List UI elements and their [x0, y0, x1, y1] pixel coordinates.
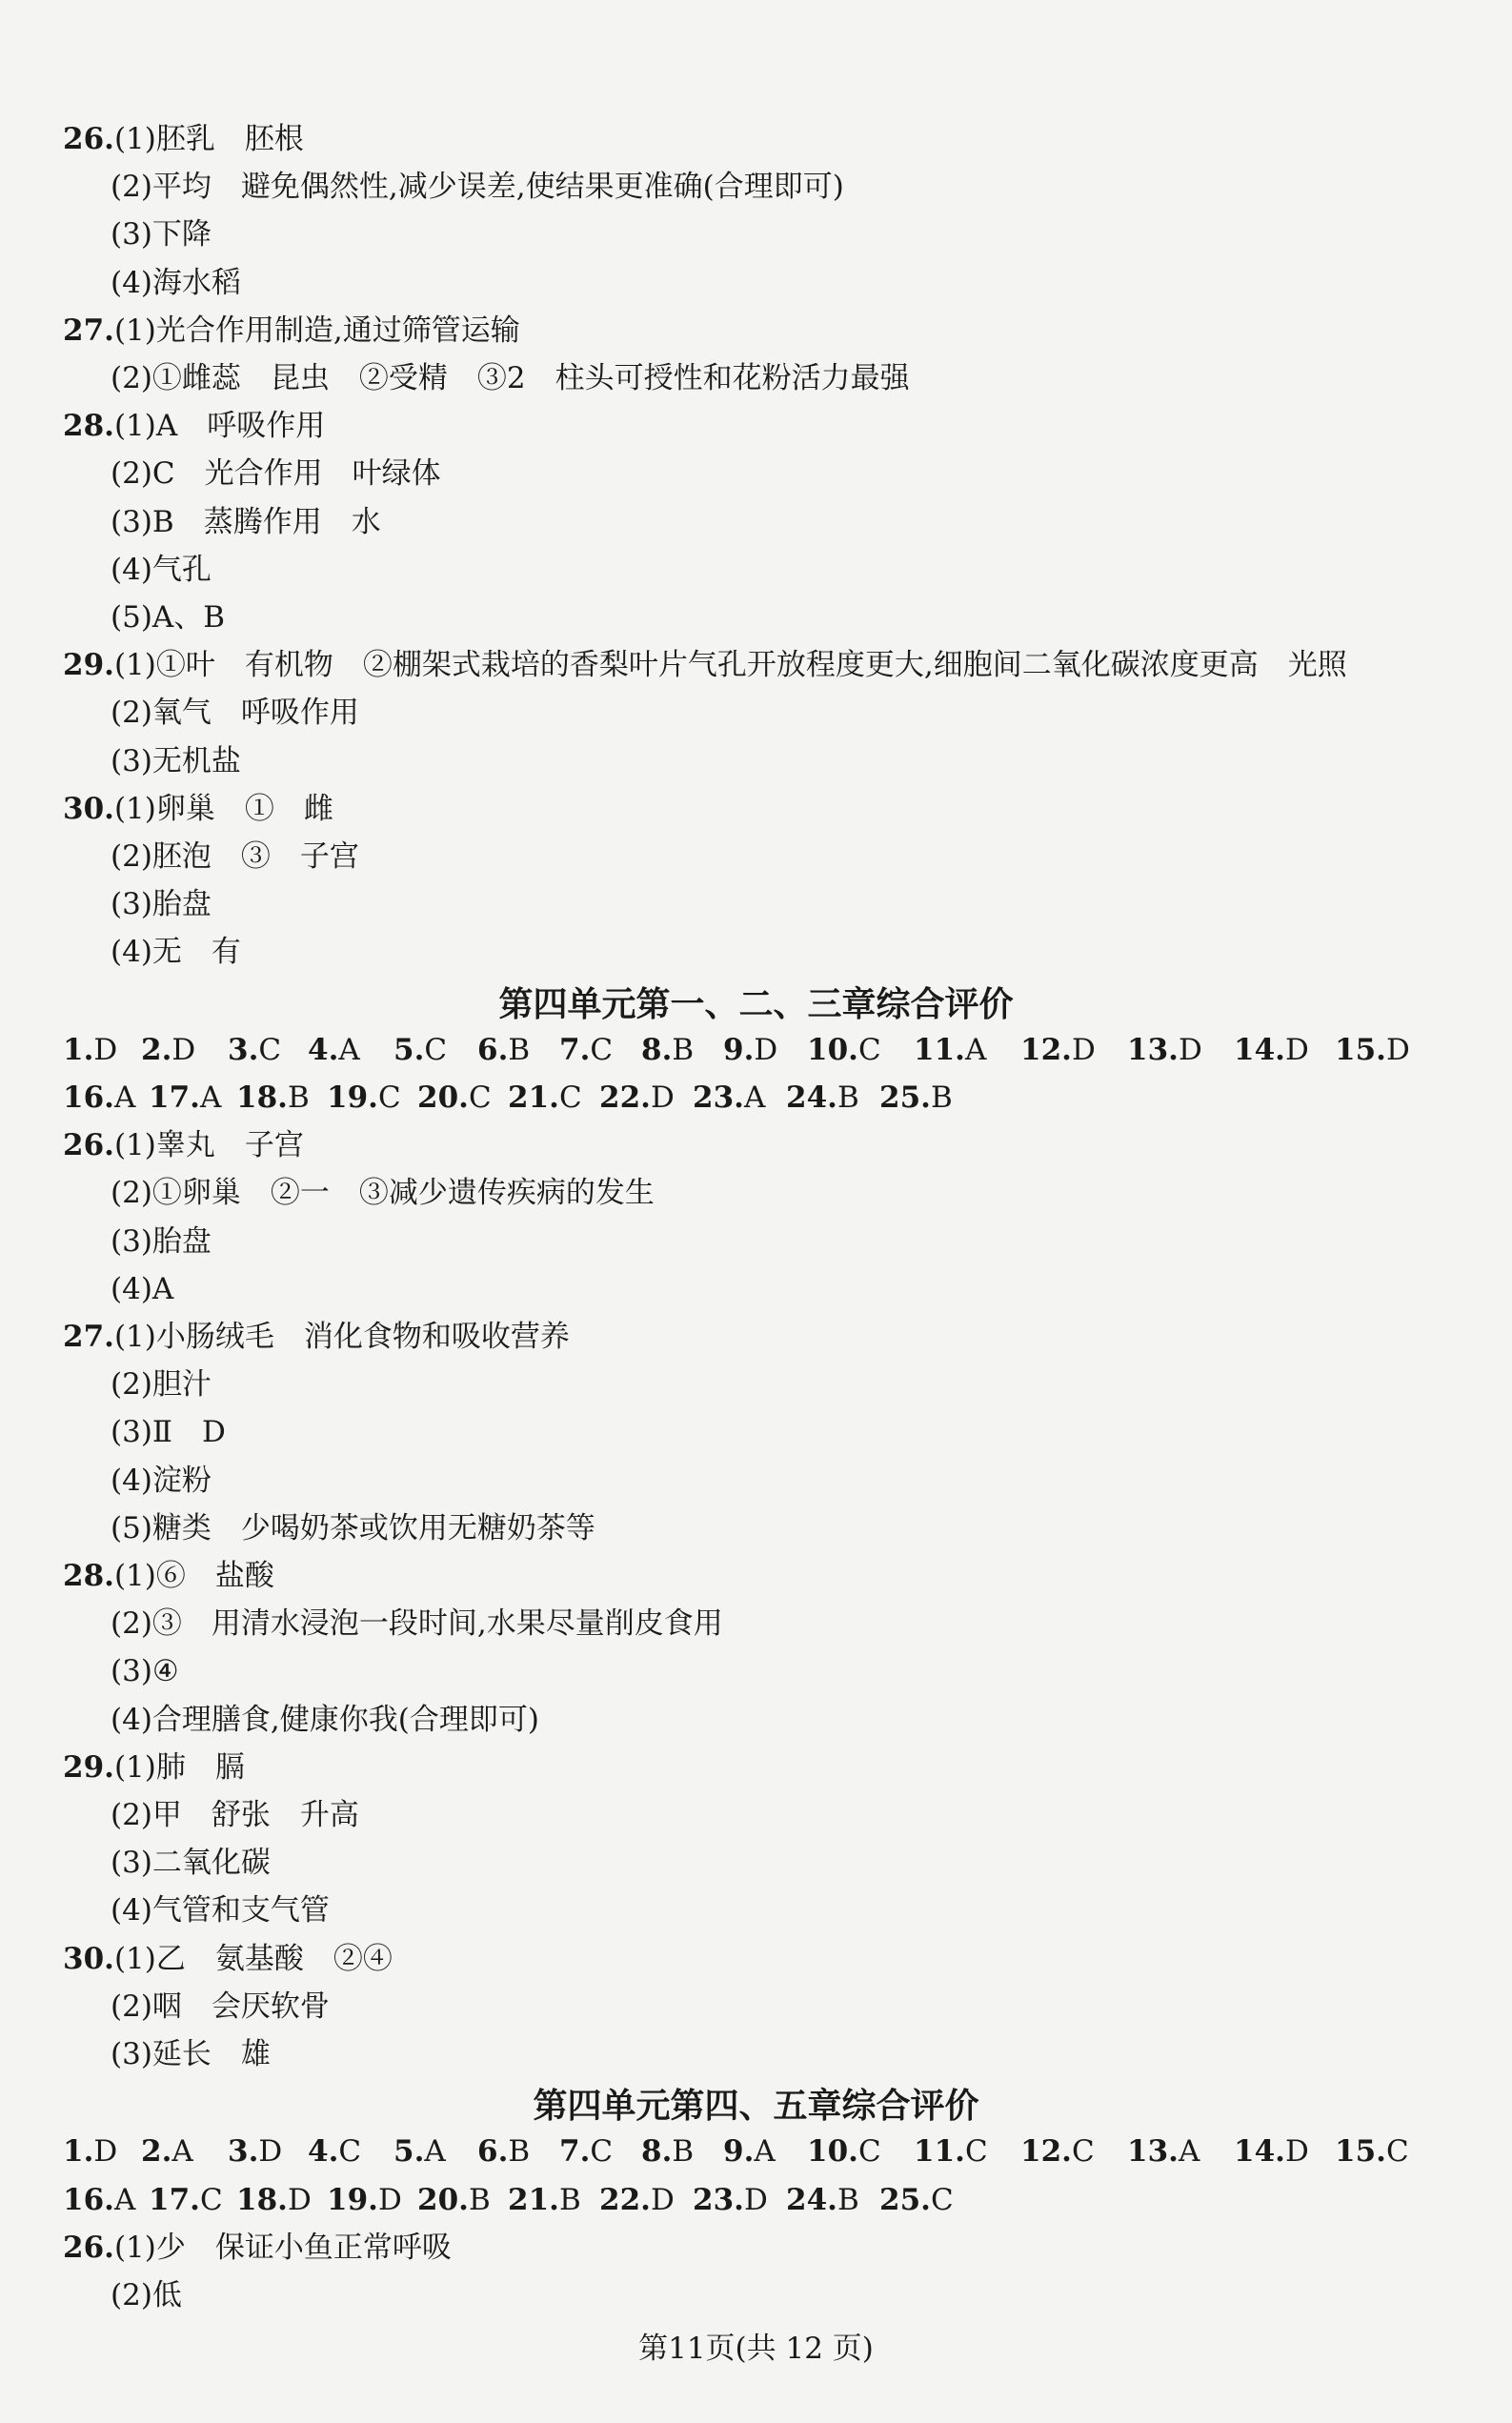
question-line [63, 2229, 452, 2267]
question-line [63, 790, 333, 828]
mc-answer [599, 1079, 693, 1117]
page-footer: 第11页(共 12 页) [638, 2332, 874, 2366]
mc-answer [693, 1079, 786, 1117]
mc-letter: C [338, 2134, 362, 2170]
answer-text: (1)卵巢 ① 雌 [113, 791, 333, 826]
mc-answer [149, 2181, 236, 2219]
mc-number: 24. [786, 2182, 837, 2217]
mc-letter: D [93, 2134, 118, 2170]
mc-letter: C [468, 1080, 492, 1115]
sub-answer-line: (4)气管和支气管 [111, 1893, 330, 1928]
mc-number: 7. [559, 1032, 591, 1067]
mc-number: 8. [641, 1032, 673, 1067]
answer-text: (1)肺 膈 [113, 1749, 245, 1785]
mc-number: 16. [63, 1080, 114, 1115]
question-line [63, 646, 1347, 684]
mc-letter: A [743, 1080, 766, 1115]
mc-letter: D [171, 1032, 196, 1067]
mc-answer [1020, 2132, 1127, 2171]
question-number: 26. [63, 2230, 114, 2265]
mc-number: 2. [141, 2134, 172, 2170]
question-line [63, 1940, 393, 1978]
mc-answer [723, 1031, 807, 1069]
sub-answer-line: (3)下降 [111, 217, 212, 252]
sub-answer-line: (4)淀粉 [111, 1463, 212, 1498]
mc-answer [1127, 1031, 1234, 1069]
sub-answer-line: (2)①雌蕊 昆虫 ②受精 ③2 柱头可授性和花粉活力最强 [111, 361, 910, 395]
question-number: 26. [63, 1128, 114, 1163]
mc-letter: C [199, 2182, 223, 2217]
mc-number: 8. [641, 2134, 673, 2170]
mc-answer [599, 2181, 693, 2219]
mc-letter: C [857, 1032, 881, 1067]
question-number: 26. [63, 122, 114, 156]
question-line [63, 1318, 570, 1356]
sub-answer-line: (3)胎盘 [111, 1223, 212, 1259]
sub-answer-line: (2)咽 会厌软骨 [111, 1989, 330, 2024]
multiple-choice-row [63, 1031, 1430, 1069]
mc-number: 1. [63, 2134, 94, 2170]
mc-letter: D [754, 1032, 778, 1067]
mc-number: 15. [1335, 2134, 1386, 2170]
mc-letter: D [1385, 1032, 1410, 1067]
mc-letter: D [743, 2182, 768, 2217]
question-line [63, 120, 304, 158]
mc-number: 14. [1234, 2134, 1285, 2170]
mc-letter: D [1284, 1032, 1309, 1067]
mc-number: 10. [807, 2134, 858, 2170]
mc-letter: C [590, 2134, 614, 2170]
mc-answer [559, 1031, 641, 1069]
mc-answer [477, 2132, 559, 2171]
mc-letter: A [424, 2134, 446, 2170]
mc-answer [393, 2132, 477, 2171]
mc-answer [807, 1031, 914, 1069]
mc-number: 23. [693, 1080, 744, 1115]
sub-answer-line: (5)A、B [111, 600, 226, 635]
sub-answer-line: (3)B 蒸腾作用 水 [111, 504, 381, 539]
sub-answer-line: (2)平均 避免偶然性,减少误差,使结果更准确(合理即可) [111, 170, 844, 205]
mc-number: 25. [879, 2182, 931, 2217]
answer-text: (1)乙 氨基酸 ②④ [113, 1941, 393, 1976]
mc-answer [477, 1031, 559, 1069]
mc-answer [327, 1079, 417, 1117]
question-number: 30. [63, 791, 114, 826]
mc-answer [693, 2181, 786, 2219]
mc-letter: A [113, 1080, 136, 1115]
sub-answer-line: (2)低 [111, 2278, 182, 2312]
mc-letter: D [93, 1032, 118, 1067]
mc-letter: C [424, 1032, 448, 1067]
mc-number: 17. [149, 2182, 200, 2217]
mc-number: 16. [63, 2182, 114, 2217]
mc-letter: B [508, 2134, 531, 2170]
mc-letter: D [1284, 2134, 1309, 2170]
mc-letter: B [672, 2134, 695, 2170]
multiple-choice-row [63, 1079, 973, 1117]
sub-answer-line: (3)Ⅱ D [111, 1415, 226, 1450]
sub-answer-line: (2)③ 用清水浸泡一段时间,水果尽量削皮食用 [111, 1606, 723, 1642]
mc-number: 22. [599, 1080, 651, 1115]
mc-letter: B [930, 1080, 953, 1115]
mc-letter: A [964, 1032, 987, 1067]
mc-answer [308, 1031, 393, 1069]
sub-answer-line: (2)①卵巢 ②一 ③减少遗传疾病的发生 [111, 1176, 655, 1211]
mc-letter: D [650, 1080, 675, 1115]
mc-answer [308, 2132, 393, 2171]
mc-answer [417, 2181, 508, 2219]
mc-letter: C [1385, 2134, 1409, 2170]
mc-letter: C [258, 1032, 282, 1067]
mc-number: 1. [63, 1032, 94, 1067]
multiple-choice-row [63, 2132, 1430, 2171]
mc-number: 17. [149, 1080, 200, 1115]
mc-letter: B [287, 1080, 310, 1115]
mc-number: 20. [417, 2182, 469, 2217]
question-line [63, 407, 325, 445]
mc-letter: A [338, 1032, 360, 1067]
mc-number: 19. [327, 2182, 378, 2217]
answer-text: (1)A 呼吸作用 [113, 409, 326, 444]
sub-answer-line: (4)气孔 [111, 552, 212, 587]
mc-letter: B [837, 1080, 859, 1115]
question-line [63, 312, 520, 350]
mc-letter: D [1178, 1032, 1202, 1067]
mc-answer [236, 2181, 327, 2219]
mc-letter: C [964, 2134, 988, 2170]
question-number: 30. [63, 1941, 114, 1976]
mc-letter: B [672, 1032, 695, 1067]
mc-answer [914, 1031, 1020, 1069]
mc-answer [1020, 1031, 1127, 1069]
mc-answer [508, 2181, 599, 2219]
mc-letter: B [508, 1032, 531, 1067]
answer-text: (1)小肠绒毛 消化食物和吸收营养 [113, 1320, 570, 1354]
mc-answer [417, 1079, 508, 1117]
section-title: 第四单元第四、五章综合评价 [533, 2086, 979, 2127]
mc-letter: D [258, 2134, 283, 2170]
mc-number: 19. [327, 1080, 378, 1115]
mc-number: 9. [723, 1032, 755, 1067]
mc-answer [914, 2132, 1020, 2171]
sub-answer-line: (3)二氧化碳 [111, 1846, 271, 1881]
mc-number: 13. [1127, 2134, 1179, 2170]
mc-answer [1127, 2132, 1234, 2171]
sub-answer-line: (2)胚泡 ③ 子宫 [111, 839, 359, 874]
mc-number: 10. [807, 1032, 858, 1067]
sub-answer-line: (4)无 有 [111, 935, 241, 970]
question-line [63, 1126, 304, 1164]
answer-text: (1)睾丸 子宫 [113, 1128, 304, 1163]
mc-answer [1234, 1031, 1335, 1069]
mc-answer [786, 2181, 879, 2219]
mc-answer [63, 2181, 149, 2219]
sub-answer-line: (4)合理膳食,健康你我(合理即可) [111, 1702, 539, 1737]
mc-number: 18. [236, 2182, 288, 2217]
mc-answer [228, 1031, 308, 1069]
sub-answer-line: (3)无机盐 [111, 743, 241, 778]
sub-answer-line: (4)A [111, 1271, 174, 1306]
sub-answer-line: (2)C 光合作用 叶绿体 [111, 456, 441, 492]
sub-answer-line: (2)胆汁 [111, 1367, 212, 1403]
mc-letter: D [1071, 1032, 1096, 1067]
multiple-choice-row [63, 2181, 973, 2219]
mc-number: 11. [914, 1032, 965, 1067]
mc-answer [1234, 2132, 1335, 2171]
mc-number: 9. [723, 2134, 755, 2170]
mc-letter: C [930, 2182, 954, 2217]
mc-letter: B [837, 2182, 859, 2217]
mc-answer [63, 2132, 141, 2171]
sub-answer-line: (3)④ [111, 1654, 179, 1689]
sub-answer-line: (5)糖类 少喝奶茶或饮用无糖奶茶等 [111, 1510, 595, 1545]
mc-letter: C [1071, 2134, 1095, 2170]
question-number: 28. [63, 409, 114, 444]
mc-number: 20. [417, 1080, 469, 1115]
mc-answer [508, 1079, 599, 1117]
mc-letter: A [199, 1080, 222, 1115]
mc-number: 12. [1020, 2134, 1072, 2170]
question-line [63, 1557, 274, 1595]
mc-answer [807, 2132, 914, 2171]
mc-number: 21. [508, 1080, 559, 1115]
mc-answer [149, 1079, 236, 1117]
mc-answer [723, 2132, 807, 2171]
mc-answer [236, 1079, 327, 1117]
sub-answer-line: (2)甲 舒张 升高 [111, 1798, 359, 1832]
answer-text: (1)①叶 有机物 ②棚架式栽培的香梨叶片气孔开放程度更大,细胞间二氧化碳浓度更高 光照 [113, 648, 1347, 683]
mc-number: 2. [141, 1032, 172, 1067]
mc-answer [1335, 2132, 1430, 2171]
sub-answer-line: (4)海水稻 [111, 265, 241, 300]
mc-number: 5. [393, 2134, 425, 2170]
question-number: 28. [63, 1559, 114, 1593]
mc-number: 3. [228, 1032, 259, 1067]
mc-answer [327, 2181, 417, 2219]
mc-number: 3. [228, 2134, 259, 2170]
mc-letter: C [377, 1080, 401, 1115]
mc-number: 4. [308, 1032, 339, 1067]
mc-letter: D [287, 2182, 312, 2217]
mc-letter: A [754, 2134, 776, 2170]
mc-number: 15. [1335, 1032, 1386, 1067]
mc-number: 6. [477, 2134, 509, 2170]
mc-number: 14. [1234, 1032, 1285, 1067]
mc-number: 25. [879, 1080, 931, 1115]
mc-answer [786, 1079, 879, 1117]
mc-answer [641, 2132, 723, 2171]
mc-number: 24. [786, 1080, 837, 1115]
mc-answer [141, 2132, 228, 2171]
mc-letter: A [1178, 2134, 1200, 2170]
mc-answer [641, 1031, 723, 1069]
question-number: 27. [63, 1320, 114, 1354]
answer-text: (1)少 保证小鱼正常呼吸 [113, 2230, 452, 2265]
mc-number: 21. [508, 2182, 559, 2217]
mc-number: 7. [559, 2134, 591, 2170]
mc-letter: C [590, 1032, 614, 1067]
question-number: 29. [63, 1749, 114, 1785]
mc-answer [879, 2181, 973, 2219]
mc-answer [559, 2132, 641, 2171]
mc-number: 18. [236, 1080, 288, 1115]
mc-letter: C [558, 1080, 582, 1115]
mc-number: 4. [308, 2134, 339, 2170]
answer-text: (1)光合作用制造,通过筛管运输 [113, 313, 520, 348]
mc-answer [141, 1031, 228, 1069]
answer-text: (1)胚乳 胚根 [113, 122, 304, 156]
section-title: 第四单元第一、二、三章综合评价 [498, 983, 1014, 1024]
mc-number: 22. [599, 2182, 651, 2217]
answer-text: (1)⑥ 盐酸 [113, 1559, 274, 1593]
mc-letter: B [468, 2182, 491, 2217]
mc-answer [63, 1031, 141, 1069]
mc-answer [228, 2132, 308, 2171]
question-number: 27. [63, 313, 114, 348]
sub-answer-line: (3)胎盘 [111, 887, 212, 922]
question-line [63, 1748, 245, 1787]
mc-number: 23. [693, 2182, 744, 2217]
mc-answer [1335, 1031, 1430, 1069]
mc-number: 13. [1127, 1032, 1179, 1067]
mc-letter: B [558, 2182, 581, 2217]
question-number: 29. [63, 648, 114, 683]
sub-answer-line: (2)氧气 呼吸作用 [111, 696, 359, 731]
mc-letter: D [650, 2182, 675, 2217]
mc-letter: A [113, 2182, 136, 2217]
mc-answer [879, 1079, 973, 1117]
mc-letter: D [377, 2182, 402, 2217]
mc-number: 6. [477, 1032, 509, 1067]
mc-answer [393, 1031, 477, 1069]
mc-number: 5. [393, 1032, 425, 1067]
mc-number: 11. [914, 2134, 965, 2170]
mc-number: 12. [1020, 1032, 1072, 1067]
mc-letter: C [857, 2134, 881, 2170]
mc-answer [63, 1079, 149, 1117]
mc-letter: A [171, 2134, 193, 2170]
sub-answer-line: (3)延长 雄 [111, 2037, 271, 2071]
